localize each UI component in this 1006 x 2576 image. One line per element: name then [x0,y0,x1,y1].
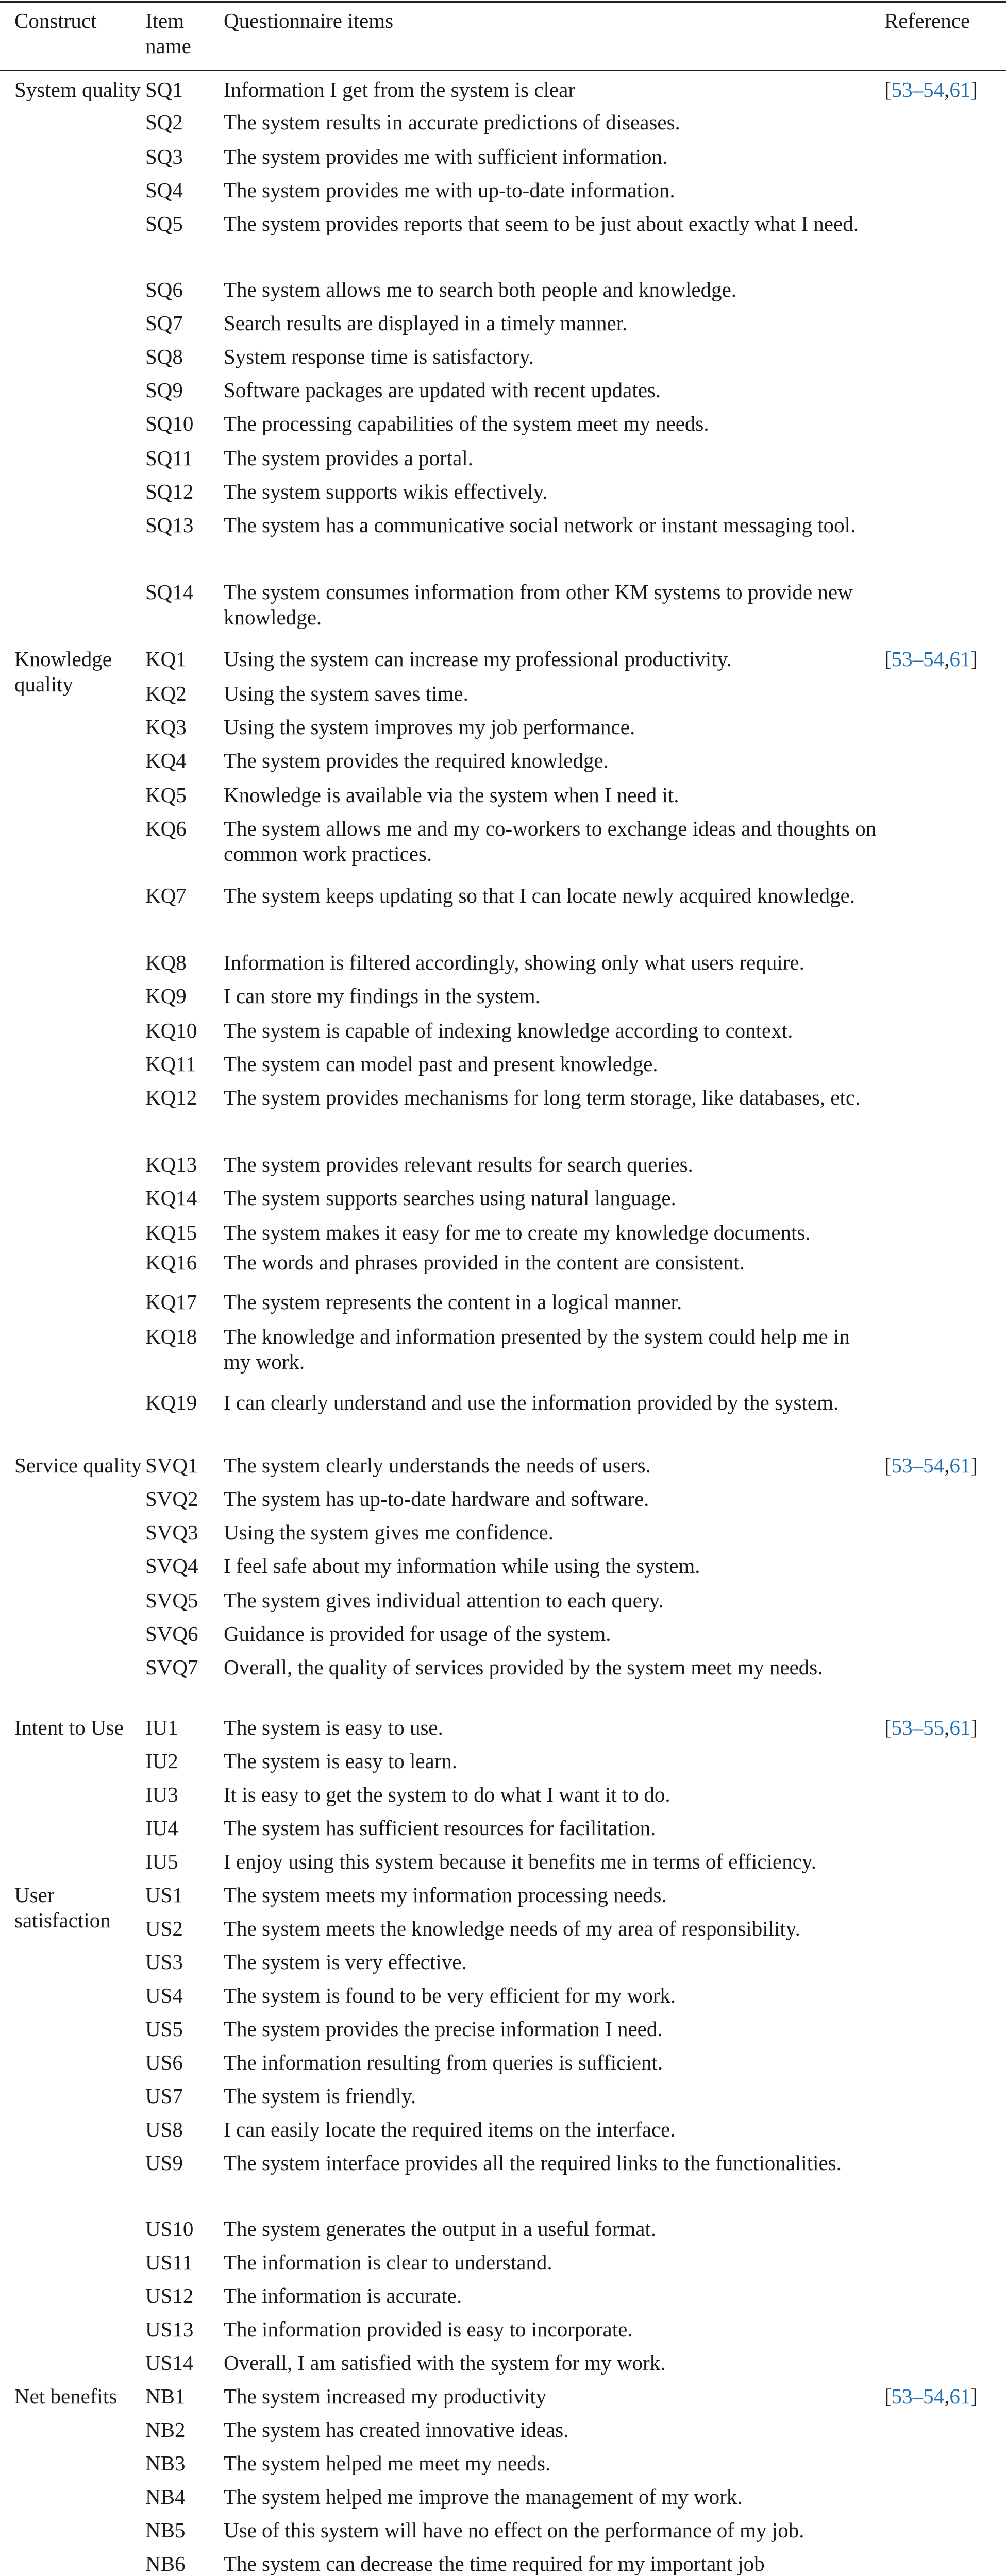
item-text: I can easily locate the required items on the interface. [224,2117,676,2141]
item-id: KQ16 [145,1250,197,1274]
citation-link[interactable]: 55 [923,1716,945,1739]
item-text: I enjoy using this system because it benefits me in terms of efficiency. [224,1850,816,1873]
item-id: NB5 [145,2518,186,2542]
item-id: NB2 [145,2418,186,2442]
item-text: The information is accurate. [224,2284,462,2308]
reference-citation [884,2384,1006,2409]
item-id: US4 [145,1984,183,2007]
item-id: SVQ5 [145,1588,198,1612]
item-id: US5 [145,2017,183,2041]
item-text: The information provided is easy to incorporate. [224,2317,633,2341]
item-text: I can clearly understand and use the information provided by the system. [224,1391,839,1414]
item-text: The system results in accurate predictions of diseases. [224,110,680,134]
item-id: IU5 [145,1850,178,1873]
item-id: KQ13 [145,1153,197,1176]
ref-bracket-close: ] [970,647,978,671]
item-text: The system makes it easy for me to create my knowledge documents. [224,1221,811,1244]
item-text: The system meets the knowledge needs of my area of responsibility. [224,1917,800,1940]
ref-dash[interactable]: – [912,1453,924,1477]
header-reference: Reference [884,9,970,32]
item-text: Overall, the quality of services provided by the system meet my needs. [224,1655,823,1679]
item-id: KQ15 [145,1221,197,1244]
citation-link[interactable]: 53 [891,2384,913,2408]
item-text: The system provides the required knowledge. [224,749,609,772]
item-text: The system can model past and present knowledge. [224,1052,658,1076]
citation-link[interactable]: 54 [923,2384,945,2408]
item-id: US6 [145,2050,183,2074]
item-text: I can store my findings in the system. [224,984,541,1008]
item-text: Information is filtered accordingly, showing only what users require. [224,951,804,974]
item-id: KQ12 [145,1086,197,1109]
item-id: US12 [145,2284,194,2308]
item-id: US1 [145,1883,183,1907]
item-text: The system has a communicative social network or instant messaging tool. [224,513,856,537]
item-id: SQ1 [145,78,183,101]
ref-bracket-close: ] [970,1716,978,1739]
item-id: SVQ4 [145,1554,198,1578]
item-id: US8 [145,2117,183,2141]
item-id: SQ2 [145,110,183,134]
ref-bracket-close: ] [970,1453,978,1477]
construct-label: Service quality [14,1453,142,1477]
citation-link[interactable]: 54 [923,1453,945,1477]
citation-link[interactable]: 61 [949,78,971,101]
item-text: The system meets my information processing needs. [224,1883,667,1907]
item-id: NB3 [145,2451,186,2475]
item-text: The system provides a portal. [224,446,473,470]
item-text: The system can decrease the time required for my important job [224,2552,765,2575]
reference-citation [884,647,1006,672]
citation-link[interactable]: 61 [949,1453,971,1477]
construct-label: System quality [14,78,141,101]
ref-bracket-open: [ [884,1453,892,1477]
item-id: KQ8 [145,951,187,974]
item-id: IU1 [145,1716,178,1739]
item-text: The system is friendly. [224,2084,416,2108]
citation-link[interactable]: 53 [891,647,913,671]
ref-bracket-close: ] [970,78,978,101]
reference-citation [884,77,1006,103]
header-construct: Construct [14,9,97,32]
item-id: KQ3 [145,715,187,739]
item-id: KQ1 [145,647,187,671]
item-text: The system clearly understands the needs of users. [224,1453,651,1477]
item-id: NB6 [145,2552,186,2575]
item-text: The system is easy to use. [224,1716,443,1739]
item-text: The system provides me with up-to-date information. [224,178,675,202]
citation-link[interactable]: 53 [891,1716,913,1739]
reference-citation [884,1715,1006,1740]
citation-link[interactable]: 53 [891,1453,913,1477]
ref-dash[interactable]: – [912,78,924,101]
item-text: The system is capable of indexing knowledge according to context. [224,1019,793,1042]
item-id: SQ11 [145,446,193,470]
ref-bracket-open: [ [884,647,892,671]
item-text: The system consumes information from other KM systems to provide new knowledge. [224,580,853,629]
item-id: IU3 [145,1783,178,1806]
item-text: Software packages are updated with recent updates. [224,378,661,402]
item-text: It is easy to get the system to do what I want it to do. [224,1783,670,1806]
construct-label: Net benefits [14,2384,118,2408]
item-id: SQ5 [145,212,183,235]
ref-bracket-close: ] [970,2384,978,2408]
item-id: US10 [145,2217,194,2241]
ref-dash[interactable]: – [912,2384,924,2408]
item-id: KQ2 [145,682,187,705]
ref-comma: , [944,1716,950,1739]
item-text: The system provides mechanisms for long term storage, like databases, etc. [224,1086,861,1109]
item-id: US11 [145,2250,193,2274]
item-id: US9 [145,2151,183,2175]
item-text: The system supports searches using natural language. [224,1186,676,1210]
item-id: IU4 [145,1816,178,1840]
table-top-rule [0,1,1006,3]
item-id: KQ17 [145,1290,197,1314]
item-text: The system provides relevant results for search queries. [224,1153,693,1176]
item-id: SVQ7 [145,1655,198,1679]
item-id: SVQ3 [145,1520,198,1544]
citation-link[interactable]: 61 [949,1716,971,1739]
citation-link[interactable]: 61 [949,647,971,671]
item-text: The system increased my productivity [224,2384,547,2408]
item-id: KQ14 [145,1186,197,1210]
citation-link[interactable]: 54 [923,647,945,671]
construct-label: Knowledge quality [14,647,112,696]
citation-link[interactable]: 53 [891,78,913,101]
construct-label: User satisfaction [14,1883,111,1932]
ref-comma: , [944,647,950,671]
citation-link[interactable]: 54 [923,78,945,101]
item-id: SQ10 [145,412,194,435]
ref-bracket-open: [ [884,78,892,101]
item-text: The system interface provides all the required links to the functionalities. [224,2151,842,2175]
item-text: Using the system gives me confidence. [224,1520,554,1544]
item-text: The system supports wikis effectively. [224,480,548,503]
item-id: SQ7 [145,311,183,335]
item-id: SQ14 [145,580,194,604]
item-text: Use of this system will have no effect on the performance of my job. [224,2518,804,2542]
item-text: The system represents the content in a logical manner. [224,1290,682,1314]
ref-comma: , [944,2384,950,2408]
item-id: SQ8 [145,345,183,368]
item-text: The system has created innovative ideas. [224,2418,569,2442]
table-header-rule [0,70,1006,71]
item-text: Information I get from the system is clear [224,78,575,101]
item-text: The system allows me and my co-workers to exchange ideas and thoughts on common work practices. [224,817,877,866]
item-id: KQ18 [145,1325,197,1348]
ref-bracket-open: [ [884,2384,892,2408]
item-text: The information resulting from queries is sufficient. [224,2050,663,2074]
item-id: US3 [145,1950,183,1974]
item-id: SQ9 [145,378,183,402]
item-id: SQ3 [145,145,183,168]
item-text: The system has sufficient resources for facilitation. [224,1816,656,1840]
item-text: The system provides the precise information I need. [224,2017,663,2041]
item-id: US14 [145,2351,194,2375]
item-text: Guidance is provided for usage of the system. [224,1622,611,1646]
item-text: Using the system improves my job performance. [224,715,635,739]
ref-comma: , [944,1453,950,1477]
item-text: The system is easy to learn. [224,1749,458,1773]
construct-label: Intent to Use [14,1716,124,1739]
item-id: NB1 [145,2384,186,2408]
item-text: The system provides reports that seem to be just about exactly what I need. [224,212,859,235]
reference-citation [884,1453,1006,1478]
item-id: SQ13 [145,513,194,537]
item-id: SQ4 [145,178,183,202]
item-text: Overall, I am satisfied with the system for my work. [224,2351,666,2375]
item-id: KQ7 [145,884,187,907]
item-text: The system generates the output in a useful format. [224,2217,657,2241]
item-text: Search results are displayed in a timely manner. [224,311,628,335]
item-text: The knowledge and information presented by the system could help me in my work. [224,1325,850,1374]
item-text: System response time is satisfactory. [224,345,534,368]
item-id: US7 [145,2084,183,2108]
item-text: The system is found to be very efficient for my work. [224,1984,676,2007]
item-text: The system helped me meet my needs. [224,2451,551,2475]
item-id: SQ12 [145,480,194,503]
item-id: SQ6 [145,278,183,301]
item-id: KQ9 [145,984,187,1008]
item-id: KQ10 [145,1019,197,1042]
item-text: Using the system saves time. [224,682,468,705]
ref-dash[interactable]: – [912,647,924,671]
item-text: The system has up-to-date hardware and software. [224,1487,649,1511]
item-id: KQ19 [145,1391,197,1414]
item-id: KQ5 [145,783,187,807]
item-text: The system helped me improve the management of my work. [224,2485,743,2509]
item-text: The system is very effective. [224,1950,467,1974]
item-id: US2 [145,1917,183,1940]
item-text: The system allows me to search both people and knowledge. [224,278,737,301]
ref-dash[interactable]: – [912,1716,924,1739]
ref-comma: , [944,78,950,101]
item-id: NB4 [145,2485,186,2509]
item-text: The information is clear to understand. [224,2250,552,2274]
item-text: The processing capabilities of the system meet my needs. [224,412,709,435]
citation-link[interactable]: 61 [949,2384,971,2408]
item-text: The words and phrases provided in the content are consistent. [224,1250,745,1274]
item-text: The system provides me with sufficient information. [224,145,668,168]
item-id: SVQ6 [145,1622,198,1646]
item-id: KQ6 [145,817,187,840]
item-text: Knowledge is available via the system when I need it. [224,783,679,807]
item-id: IU2 [145,1749,178,1773]
item-text: The system keeps updating so that I can locate newly acquired knowledge. [224,884,856,907]
item-id: KQ11 [145,1052,196,1076]
item-id: KQ4 [145,749,187,772]
item-id: US13 [145,2317,194,2341]
item-id: SVQ2 [145,1487,198,1511]
item-id: SVQ1 [145,1453,198,1477]
header-item-name: Item name [145,9,191,58]
item-text: I feel safe about my information while using the system. [224,1554,700,1578]
ref-bracket-open: [ [884,1716,892,1739]
item-text: The system gives individual attention to each query. [224,1588,664,1612]
item-text: Using the system can increase my professional productivity. [224,647,732,671]
header-questionnaire-items: Questionnaire items [224,9,394,32]
